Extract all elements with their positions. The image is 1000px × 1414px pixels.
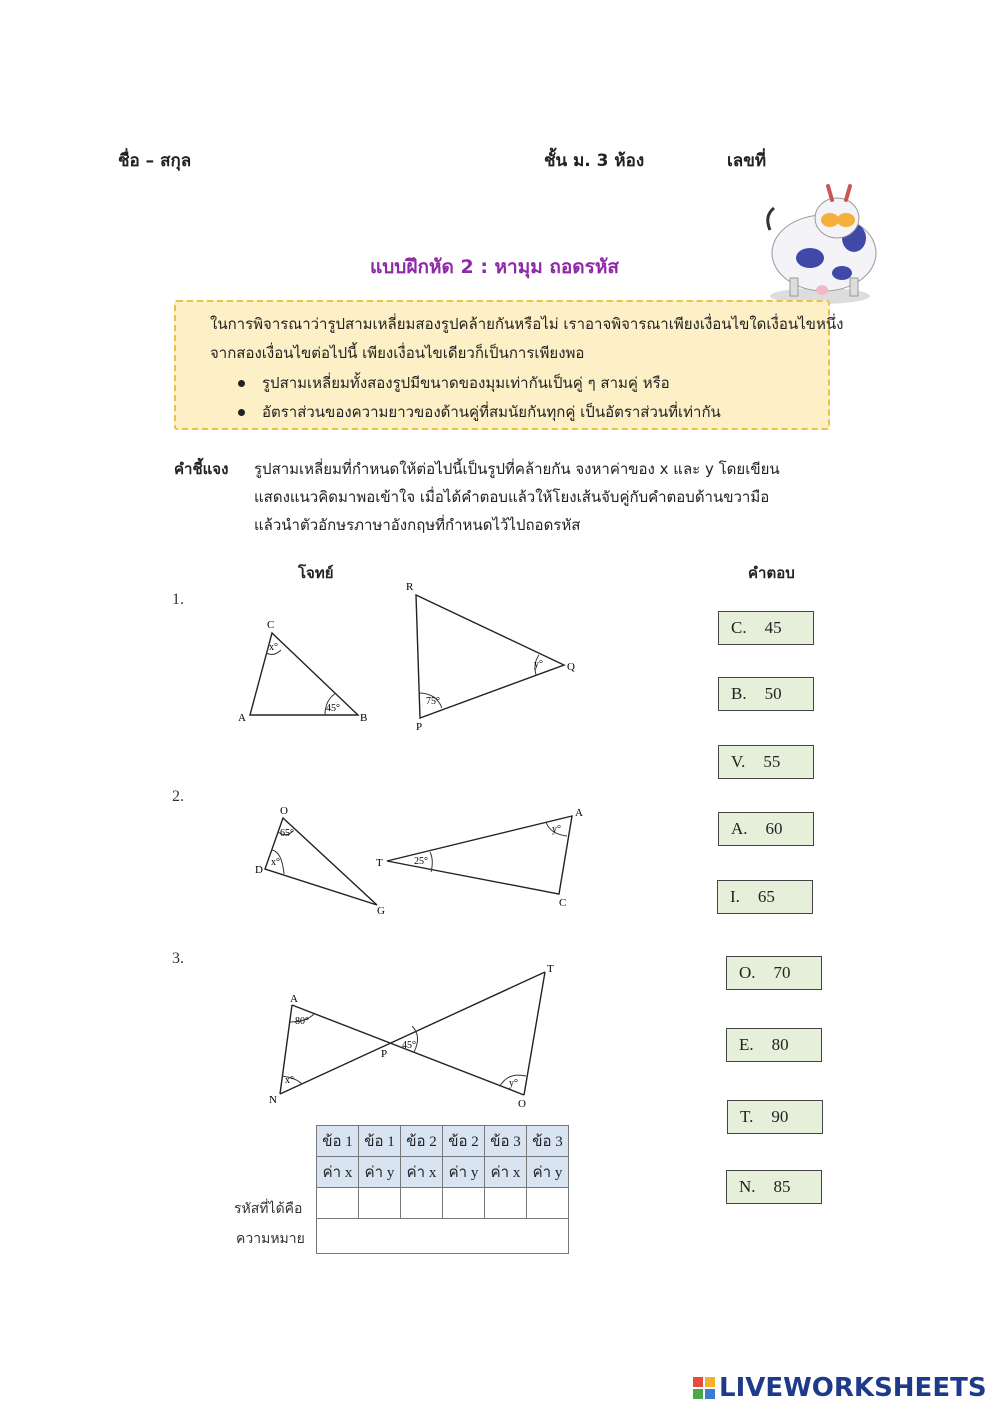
angle-label: x° bbox=[271, 857, 280, 868]
problem-2-diagram bbox=[250, 800, 595, 920]
vertex-label: A bbox=[238, 712, 246, 724]
angle-label: y° bbox=[534, 659, 543, 670]
vertex-label: N bbox=[269, 1094, 277, 1106]
angle-label: 75° bbox=[426, 696, 440, 707]
problem-1-diagram bbox=[230, 575, 590, 735]
answer-option[interactable]: I. 65 bbox=[717, 880, 813, 914]
problem-3-diagram bbox=[262, 960, 572, 1110]
number-label: เลขที่ bbox=[727, 151, 767, 171]
table-header-cell: ข้อ 2 bbox=[401, 1126, 443, 1157]
code-input-cell[interactable] bbox=[317, 1188, 359, 1219]
code-table bbox=[316, 1125, 569, 1254]
vertex-label: T bbox=[376, 857, 383, 869]
table-header-cell: ข้อ 1 bbox=[317, 1126, 359, 1157]
answer-option[interactable]: A. 60 bbox=[718, 812, 814, 846]
table-header-cell: ข้อ 3 bbox=[527, 1126, 569, 1157]
code-input-cell[interactable] bbox=[401, 1188, 443, 1219]
vertex-label: Q bbox=[567, 661, 575, 673]
code-input-cell[interactable] bbox=[359, 1188, 401, 1219]
angle-label: 45° bbox=[402, 1040, 416, 1051]
answer-option[interactable]: N. 85 bbox=[726, 1170, 822, 1204]
answer-option[interactable]: E. 80 bbox=[726, 1028, 822, 1062]
vertex-label: T bbox=[547, 963, 554, 975]
table-header-cell: ข้อ 3 bbox=[485, 1126, 527, 1157]
instructions-label: คำชี้แจง bbox=[174, 460, 229, 478]
answer-option[interactable]: O. 70 bbox=[726, 956, 822, 990]
vertex-label: D bbox=[255, 864, 263, 876]
instructions-line-1: รูปสามเหลี่ยมที่กำหนดให้ต่อไปนี้เป็นรูปที่คล้ายกัน จงหาค่าของ x และ y โดยเขียน bbox=[254, 460, 780, 478]
bullet-icon bbox=[238, 409, 245, 416]
answer-heading: คำตอบ bbox=[748, 564, 795, 582]
table-header-cell: ค่า y bbox=[527, 1157, 569, 1188]
code-input-cell[interactable] bbox=[527, 1188, 569, 1219]
vertex-label: O bbox=[518, 1098, 526, 1110]
meaning-row-label: ความหมาย bbox=[236, 1231, 305, 1247]
table-header-cell: ค่า x bbox=[485, 1157, 527, 1188]
instructions-line-3: แล้วนำตัวอักษรภาษาอังกฤษที่กำหนดไว้ไปถอดรหัส bbox=[254, 516, 581, 534]
liveworksheets-logo-icon bbox=[693, 1377, 717, 1401]
table-header-cell: ค่า y bbox=[443, 1157, 485, 1188]
bullet-icon bbox=[238, 380, 245, 387]
angle-label: y° bbox=[509, 1078, 518, 1089]
code-row-label: รหัสที่ได้คือ bbox=[234, 1201, 303, 1217]
cow-illustration bbox=[762, 178, 882, 308]
name-label: ชื่อ – สกุล bbox=[118, 151, 192, 171]
problem-2-number: 2. bbox=[172, 788, 184, 805]
problem-3-number: 3. bbox=[172, 950, 184, 967]
table-header-cell: ค่า y bbox=[359, 1157, 401, 1188]
note-line-1: ในการพิจารณาว่ารูปสามเหลี่ยมสองรูปคล้ายกันหรือไม่ เราอาจพิจารณาเพียงเงื่อนไขใดเงื่อนไขหนึ่ง bbox=[210, 315, 844, 333]
meaning-input-cell[interactable] bbox=[317, 1219, 569, 1254]
brand-name[interactable]: LIVEWORKSHEETS bbox=[719, 1373, 987, 1403]
instructions-line-2: แสดงแนวคิดมาพอเข้าใจ เมื่อได้คำตอบแล้วให้โยงเส้นจับคู่กับคำตอบด้านขวามือ bbox=[254, 488, 770, 506]
answer-option[interactable]: T. 90 bbox=[727, 1100, 823, 1134]
code-input-cell[interactable] bbox=[485, 1188, 527, 1219]
note-line-2: จากสองเงื่อนไขต่อไปนี้ เพียงเงื่อนไขเดียวก็เป็นการเพียงพอ bbox=[210, 344, 585, 362]
vertex-label: P bbox=[381, 1048, 388, 1060]
angle-label: y° bbox=[552, 824, 561, 835]
answer-option[interactable]: C. 45 bbox=[718, 611, 814, 645]
table-header-cell: ข้อ 2 bbox=[443, 1126, 485, 1157]
note-bullet-1: รูปสามเหลี่ยมทั้งสองรูปมีขนาดของมุมเท่ากันเป็นคู่ ๆ สามคู่ หรือ bbox=[262, 374, 670, 392]
vertex-label: A bbox=[575, 807, 583, 819]
vertex-label: G bbox=[377, 905, 385, 917]
code-input-cell[interactable] bbox=[443, 1188, 485, 1219]
angle-label: 25° bbox=[414, 856, 428, 867]
vertex-label: B bbox=[360, 712, 368, 724]
problem-heading: โจทย์ bbox=[298, 564, 334, 582]
vertex-label: P bbox=[416, 721, 423, 733]
table-header-cell: ข้อ 1 bbox=[359, 1126, 401, 1157]
angle-label: 80° bbox=[295, 1016, 309, 1027]
worksheet-title: แบบฝึกหัด 2 : หามุม ถอดรหัส bbox=[370, 256, 619, 278]
angle-label: 65° bbox=[280, 828, 294, 839]
class-label: ชั้น ม. 3 ห้อง bbox=[544, 151, 645, 171]
angle-label: x° bbox=[285, 1075, 294, 1086]
table-header-cell: ค่า x bbox=[401, 1157, 443, 1188]
angle-label: 45° bbox=[326, 703, 340, 714]
vertex-label: R bbox=[406, 581, 414, 593]
answer-option[interactable]: B. 50 bbox=[718, 677, 814, 711]
note-bullet-2: อัตราส่วนของความยาวของด้านคู่ที่สมนัยกันทุกคู่ เป็นอัตราส่วนที่เท่ากัน bbox=[262, 403, 721, 421]
vertex-label: C bbox=[559, 897, 567, 909]
answer-option[interactable]: V. 55 bbox=[718, 745, 814, 779]
vertex-label: A bbox=[290, 993, 298, 1005]
vertex-label: O bbox=[280, 805, 288, 817]
angle-label: x° bbox=[269, 642, 278, 653]
problem-1-number: 1. bbox=[172, 591, 184, 608]
table-header-cell: ค่า x bbox=[317, 1157, 359, 1188]
vertex-label: C bbox=[267, 619, 275, 631]
